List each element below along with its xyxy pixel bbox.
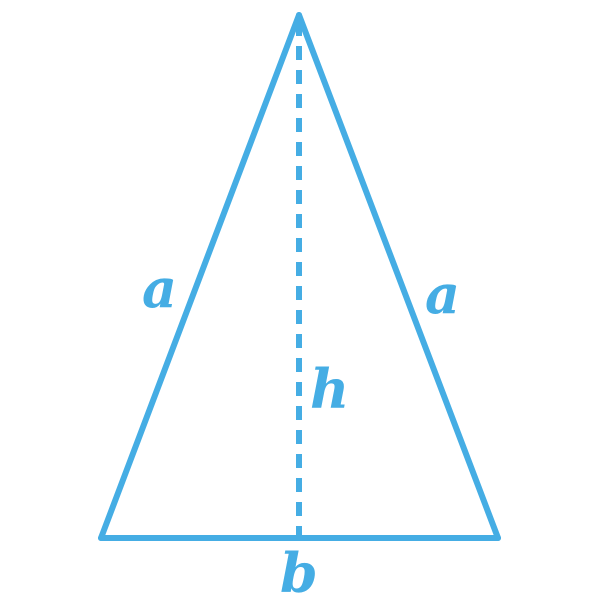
right-side-label: a — [425, 262, 460, 326]
height-label: h — [310, 357, 350, 421]
left-side-label: a — [142, 256, 177, 320]
left-side-edge — [101, 15, 299, 538]
right-side-edge — [299, 15, 498, 538]
base-label: b — [280, 541, 318, 600]
